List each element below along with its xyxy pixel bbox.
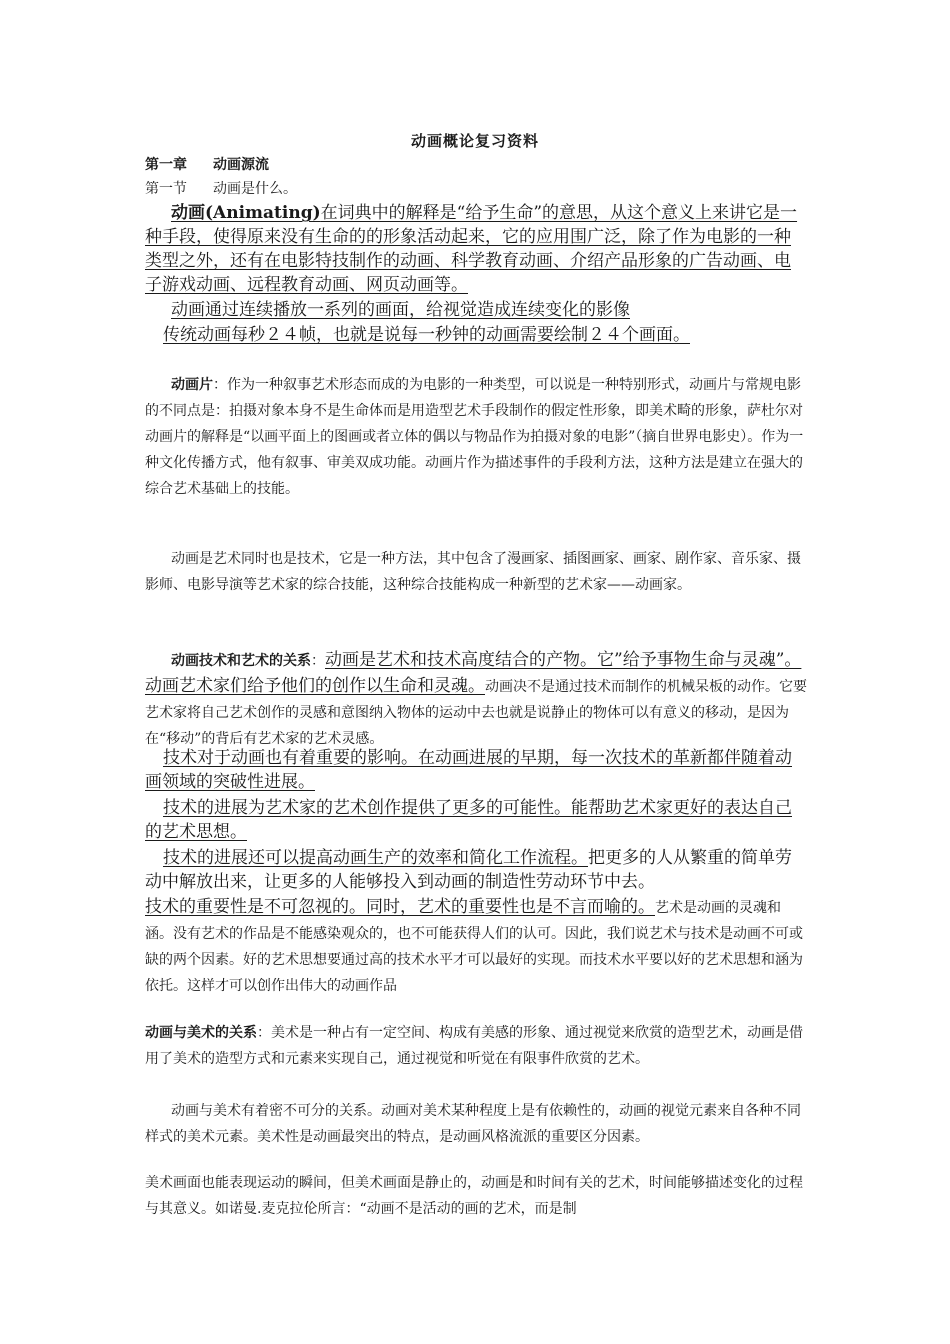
section-label: 第一节 [145,181,187,197]
chapter-name: 动画源流 [213,157,269,173]
term-colon: ： [311,653,325,669]
paragraph-animation-fine-art-text: ：美术是一种占有一定空间、构成有美感的形象、通过视觉来欣赏的造型艺术，动画是借用了美术的造型方式和元素来实现自己，通过视觉和听觉在有限事件欣赏的艺术。 [145,1025,803,1067]
paragraph-dependency: 动画与美术有着密不可分的关系。动画对美术某种程度上是有依赖性的，动画的视觉元素来自各种不同样式的美术元素。美术性是动画最突出的特点，是动画风格流派的重要区分因素。 [145,1103,801,1145]
paragraph-animated-film-text: ：作为一种叙事艺术形态而成的为电影的一种类型，可以说是一种特别形式，动画片与常规电影的不同点是：拍摄对象本身不是生命体而是用造型艺术手段制作的假定性形象，即美术畸的形象，萨杜尔对动画片的解释是“以画平面上的图画或者立体的偶以与物品作为拍摄对象的电影”（摘自世界电影史）。作为一种文化传播方式，他有叙事、审美双成功能。动画片作为描述事件的手段利方法，这种方法是建立在强大的综合艺术基础上的技能。 [145,377,804,497]
tech-art-rest: 动画决不是通过技术而制作的机械呆板的动作。它要艺术家将自己艺术创作的灵感和意图纳入物体的运动中去也就是说静止的物体可以有意义的移动，是因为在“移动”的背后有艺术家的艺术灵感。 [145,679,807,747]
paragraph-art-and-technique: 动画是艺术同时也是技术，它是一种方法，其中包含了漫画家、插图画家、画家、剧作家、音乐家、摄影师、电影导演等艺术家的综合技能，这种综合技能构成一种新型的艺术家——动画家。 [145,551,801,593]
paragraph-24-frames: 传统动画每秒２４帧，也就是说每一秒钟的动画需要绘制２４个画面。 [163,325,690,345]
paragraph-animating-definition [145,201,807,297]
tech-efficiency-underlined: 技术的进展还可以提高动画生产的效率和简化工作流程。 [163,848,588,868]
tech-importance-rest: 艺术是动画的灵魂和涵。没有艺术的作品是不能感染观众的，也不可能获得人们的认可。因此，我们说艺术与技术是动画不可或缺的两个因素。好的艺术思想要通过高的技术水平才可以最好的实现。而技术水平要以好的艺术思想和涵为依托。这样才可以创作出伟大的动画作品 [145,900,803,994]
paragraph-continuous-frames: 动画通过连续播放一系列的画面，给视觉造成连续变化的影像 [171,300,630,320]
document-title: 动画概论复习资料 [410,132,539,150]
section-heading [145,176,807,202]
paragraph-tech-art-relation [145,648,807,752]
term-animating: 动画(Animating) [171,203,321,223]
paragraph-animating-text: 在词典中的解释是“给予生命”的意思，从这个意义上来讲它是一种手段，使得原来没有生命的的形象活动起来，它的应用围广泛，除了作为电影的一种类型之外，还有在电影特技制作的动画、科学教育动画、介绍产品形象的广告动画、电子游戏动画、远程教育动画、网页动画等。 [145,203,798,295]
tech-efficiency-rest: 把更多的人从繁重的简单劳动中解放出来，让更多的人能够投入到动画的制造性劳动环节中去。 [145,848,792,892]
term-tech-art-relation: 动画技术和艺术的关系 [171,653,311,669]
paragraph-motion-moment: 美术画面也能表现运动的瞬间，但美术画面是静止的，动画是和时间有关的艺术，时间能够描述变化的过程与其意义。如诺曼.麦克拉伦所言：“动画不是活动的画的艺术，而是制 [145,1175,803,1217]
chapter-label: 第一章 [145,157,187,173]
paragraph-animated-film [145,372,807,502]
paragraph-animation-fine-art [145,1020,807,1072]
paragraph-tech-efficiency [145,846,807,894]
term-animated-film: 动画片 [171,377,213,393]
tech-art-underlined: 动画是艺术和技术高度结合的产物。它”给予事物生命与灵魂”。动画艺术家们给予他们的创作以生命和灵魂。 [145,650,802,696]
chapter-heading [145,152,807,178]
paragraph-tech-impact: 技术对于动画也有着重要的影响。在动画进展的早期，每一次技术的革新都伴随着动画领域的突破性进展。 [145,748,792,792]
paragraph-tech-possibilities: 技术的进展为艺术家的艺术创作提供了更多的可能性。能帮助艺术家更好的表达自己的艺术思想。 [145,798,792,842]
tech-importance-underlined: 技术的重要性是不可忽视的。同时，艺术的重要性也是不言而喻的。 [145,897,655,917]
section-name: 动画是什么。 [213,181,297,197]
paragraph-tech-importance [145,895,807,999]
term-animation-fine-art: 动画与美术的关系 [145,1025,257,1041]
